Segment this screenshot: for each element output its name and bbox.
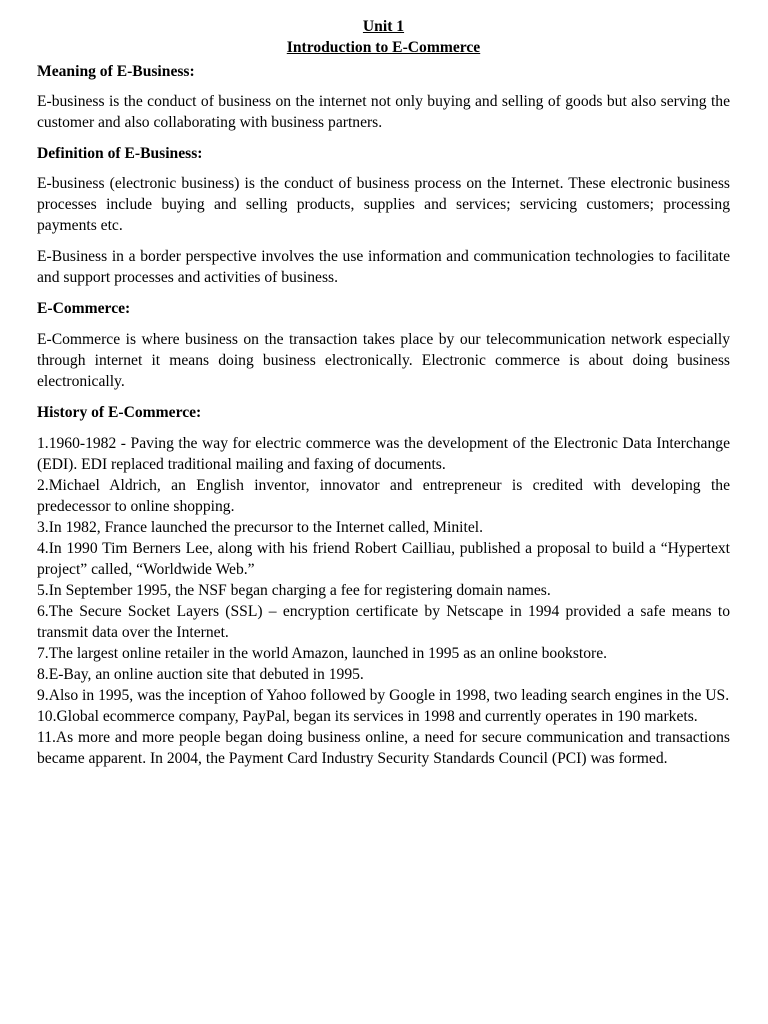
definition-paragraph-2: E-Business in a border perspective involves the use information and communication technologies to facilitate and support processes and activities of business.: [37, 248, 730, 286]
meaning-heading: Meaning of E-Business:: [37, 63, 195, 80]
history-item-11: 11.As more and more people began doing business online, a need for secure communication and transactions became apparent. In 2004, the Payment Card Industry Security Standards Council (PCI) was formed.: [37, 729, 730, 767]
definition-paragraph-1: E-business (electronic business) is the conduct of business process on the Internet. These electronic business processes include buying and selling products, supplies and services; servicing customers; processing payments etc.: [37, 175, 730, 234]
document-page: [37, 16, 730, 769]
history-item-2: 2.Michael Aldrich, an English inventor, innovator and entrepreneur is credited with developing the predecessor to online shopping.: [37, 477, 730, 515]
definition-heading: Definition of E-Business:: [37, 145, 203, 162]
unit-label: Unit 1: [362, 18, 405, 35]
history-item-7: 7.The largest online retailer in the world Amazon, launched in 1995 as an online bookstore.: [37, 645, 608, 662]
history-list: [37, 433, 730, 769]
history-item-3: 3.In 1982, France launched the precursor to the Internet called, Minitel.: [37, 519, 483, 536]
history-item-8: 8.E-Bay, an online auction site that debuted in 1995.: [37, 666, 364, 683]
history-item-6: 6.The Secure Socket Layers (SSL) – encryption certificate by Netscape in 1994 provided a safe means to transmit data over the Internet.: [37, 603, 730, 641]
history-heading: History of E-Commerce:: [37, 404, 202, 421]
history-item-10: 10.Global ecommerce company, PayPal, began its services in 1998 and currently operates in 190 markets.: [37, 708, 698, 725]
document-title: Introduction to E-Commerce: [286, 39, 481, 56]
history-item-4: 4.In 1990 Tim Berners Lee, along with his friend Robert Cailliau, published a proposal to build a “Hypertext project” called, “Worldwide Web.”: [37, 540, 730, 578]
history-item-5: 5.In September 1995, the NSF began charging a fee for registering domain names.: [37, 582, 551, 599]
meaning-paragraph: E-business is the conduct of business on the internet not only buying and selling of goods but also serving the customer and also collaborating with business partners.: [37, 93, 730, 131]
history-item-9: 9.Also in 1995, was the inception of Yahoo followed by Google in 1998, two leading search engines in the US.: [37, 687, 730, 704]
history-item-1: 1.1960-1982 - Paving the way for electric commerce was the development of the Electronic Data Interchange (EDI). EDI replaced traditional mailing and faxing of documents.: [37, 435, 730, 473]
ecommerce-heading: E-Commerce:: [37, 300, 131, 317]
ecommerce-paragraph: E-Commerce is where business on the transaction takes place by our telecommunication network especially through internet it means doing business electronically. Electronic commerce is about doing business electronically.: [37, 331, 730, 390]
